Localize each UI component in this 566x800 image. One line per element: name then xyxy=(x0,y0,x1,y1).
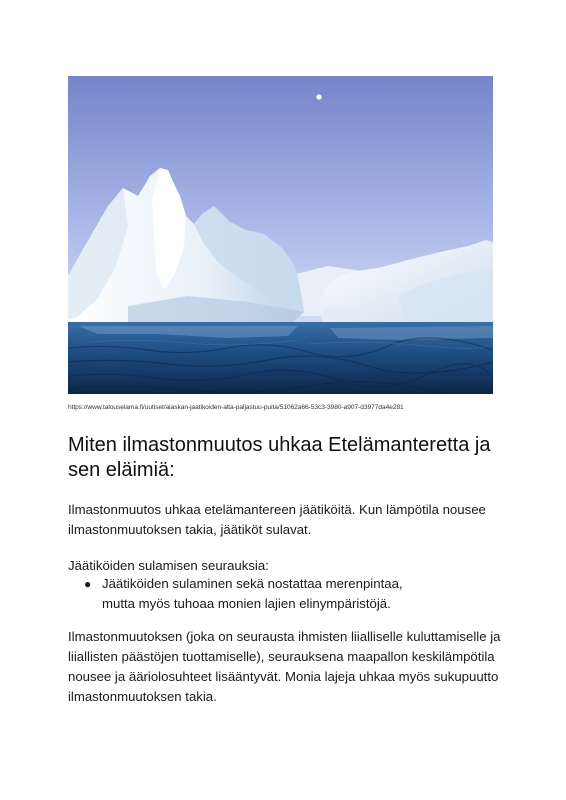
list-item-line-1: Jäätiköiden sulaminen sekä nostattaa merenpintaa, xyxy=(102,576,403,591)
closing-paragraph: Ilmastonmuutoksen (joka on seurausta ihmisten liialliselle kuluttamiselle ja liiallisten päästöjen tuottamiselle), seurauksena maapallon keskilämpötila nousee ja ääriolosuhteet lisääntyvät. Monia lajeja uhkaa myös sukupuutto ilmastonmuutoksen takia. xyxy=(68,629,501,704)
iceberg-photo xyxy=(68,76,493,394)
bullet-icon: ● xyxy=(84,577,92,591)
list-item-line-2: mutta myös tuhoaa monien lajien elinympäristöjä. xyxy=(102,596,391,611)
page-heading: Miten ilmastonmuutos uhkaa Etelämanteretta ja sen eläimiä: xyxy=(68,434,491,481)
consequences-list xyxy=(84,574,484,614)
image-source-url[interactable]: https://www.talouselama.fi/uutiset/alaskan-jaatikoiden-alta-paljastuu-puita/51062a66-53c3-3980-a907-d3977da4e281 xyxy=(68,404,404,411)
list-item xyxy=(84,574,484,614)
intro-paragraph: Ilmastonmuutos uhkaa etelämantereen jäätiköitä. Kun lämpötila nousee ilmastonmuutoksen takia, jäätiköt sulavat. xyxy=(68,502,486,537)
consequences-label: Jäätiköiden sulamisen seurauksia: xyxy=(68,558,269,573)
